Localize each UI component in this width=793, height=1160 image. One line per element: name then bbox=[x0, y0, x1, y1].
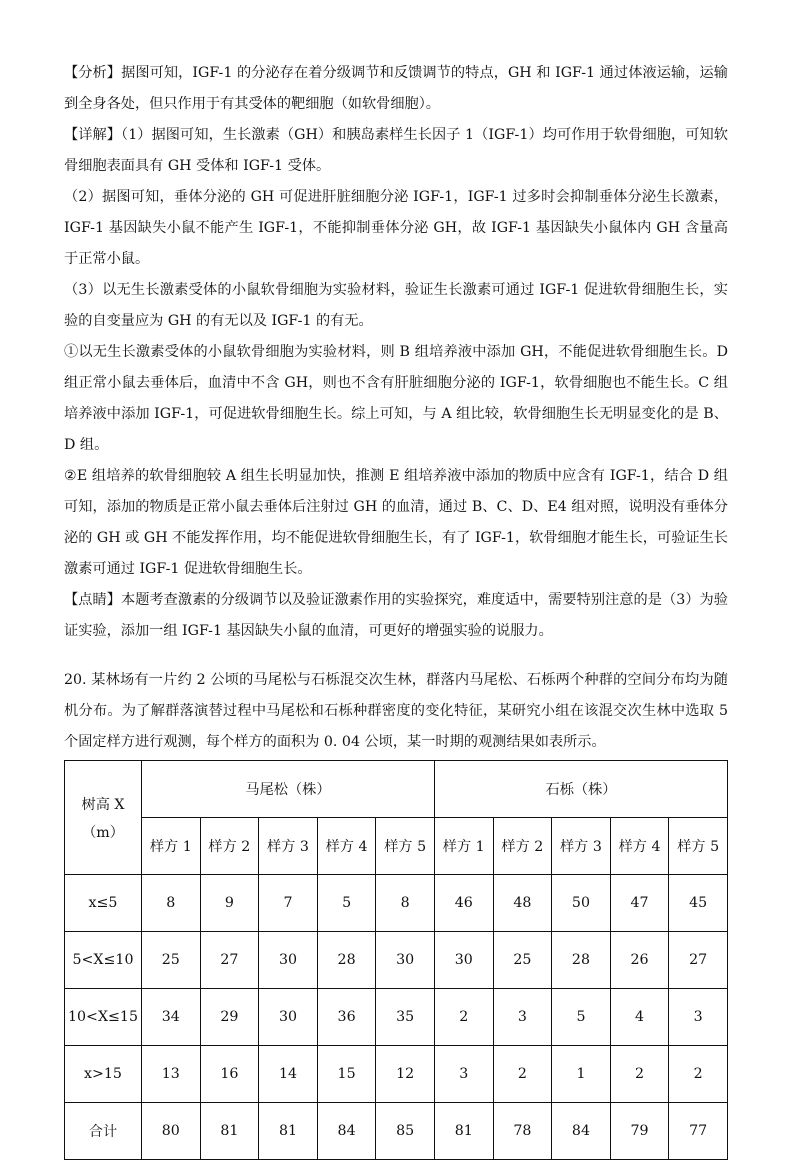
table-cell: 28 bbox=[552, 932, 611, 989]
comment-tag: 【点睛】 bbox=[64, 592, 121, 608]
table-cell: 4 bbox=[610, 989, 669, 1046]
comment-paragraph bbox=[64, 585, 728, 647]
table-row bbox=[65, 1046, 728, 1103]
table-subheader-cell: 样方 2 bbox=[200, 818, 259, 875]
table-cell: 84 bbox=[552, 1103, 611, 1160]
table-cell: 84 bbox=[317, 1103, 376, 1160]
table-cell: 5 bbox=[317, 875, 376, 932]
table-cell: 27 bbox=[669, 932, 728, 989]
table-cell: 1 bbox=[552, 1046, 611, 1103]
table-cell: 2 bbox=[669, 1046, 728, 1103]
table-row bbox=[65, 932, 728, 989]
table-cell: 29 bbox=[200, 989, 259, 1046]
details-paragraph-2: （2）据图可知，垂体分泌的 GH 可促进肝脏细胞分泌 IGF-1，IGF-1 过多时会抑制垂体分泌生长激素，IGF-1 基因缺失小鼠不能产生 IGF-1，不能抑制垂体分泌 GH，故 IGF-1 基因缺失小鼠体内 GH 含量高于正常小鼠。 bbox=[64, 189, 728, 267]
table-cell: 2 bbox=[434, 989, 493, 1046]
table-cell: 3 bbox=[669, 989, 728, 1046]
table-cell: 81 bbox=[259, 1103, 318, 1160]
table-cell: 25 bbox=[493, 932, 552, 989]
table-cell: 14 bbox=[259, 1046, 318, 1103]
group-header-masson-pine: 马尾松（株） bbox=[142, 761, 435, 818]
table-cell: 48 bbox=[493, 875, 552, 932]
group-header-lithocarpus: 石栎（株） bbox=[434, 761, 727, 818]
table-cell: 79 bbox=[610, 1103, 669, 1160]
table-cell: 77 bbox=[669, 1103, 728, 1160]
table-cell: 78 bbox=[493, 1103, 552, 1160]
table-cell: 45 bbox=[669, 875, 728, 932]
analysis-tag: 【分析】 bbox=[64, 65, 122, 81]
table-row bbox=[65, 989, 728, 1046]
analysis-text: 据图可知，IGF-1 的分泌存在着分级调节和反馈调节的特点，GH 和 IGF-1 通过体液运输，运输到全身各处，但只作用于有其受体的靶细胞（如软骨细胞）。 bbox=[64, 65, 728, 112]
section-gap bbox=[64, 647, 728, 665]
table-cell: 81 bbox=[200, 1103, 259, 1160]
comment-text: 本题考查激素的分级调节以及验证激素作用的实验探究，难度适中，需要特别注意的是（3）为验证实验，添加一组 IGF-1 基因缺失小鼠的血清，可更好的增强实验的说服力。 bbox=[64, 592, 728, 639]
table-subheader-cell: 样方 1 bbox=[434, 818, 493, 875]
observation-table bbox=[64, 760, 728, 1160]
details-paragraph-4: ①以无生长激素受体的小鼠软骨细胞为实验材料，则 B 组培养液中添加 GH，不能促进软骨细胞生长。D 组正常小鼠去垂体后，血清中不含 GH，则也不含有肝脏细胞分泌的 IGF-1，软骨细胞也不能生长。C 组培养液中添加 IGF-1，可促进软骨细胞生长。综上可知，与 A 组比较，软骨细胞生长无明显变化的是 B、D 组。 bbox=[64, 344, 728, 453]
table-cell: 26 bbox=[610, 932, 669, 989]
table-subheader-cell: 样方 5 bbox=[669, 818, 728, 875]
table-cell: 30 bbox=[259, 932, 318, 989]
table-subheader-cell: 样方 3 bbox=[552, 818, 611, 875]
table-cell: 36 bbox=[317, 989, 376, 1046]
details-paragraph-3: （3）以无生长激素受体的小鼠软骨细胞为实验材料，验证生长激素可通过 IGF-1 促进软骨细胞生长，实验的自变量应为 GH 的有无以及 IGF-1 的有无。 bbox=[64, 282, 728, 329]
table-cell: 12 bbox=[376, 1046, 435, 1103]
table-subheader-cell: 样方 4 bbox=[317, 818, 376, 875]
table-row bbox=[65, 1103, 728, 1160]
row-label-cell: 合计 bbox=[65, 1103, 142, 1160]
details-tag: 【详解】 bbox=[64, 127, 122, 143]
table-cell: 2 bbox=[493, 1046, 552, 1103]
table-cell: 46 bbox=[434, 875, 493, 932]
table-subheader-cell: 样方 5 bbox=[376, 818, 435, 875]
table-cell: 9 bbox=[200, 875, 259, 932]
details-paragraph-1 bbox=[64, 120, 728, 182]
table-cell: 28 bbox=[317, 932, 376, 989]
table-cell: 34 bbox=[142, 989, 201, 1046]
table-subheader-cell: 样方 3 bbox=[259, 818, 318, 875]
table-body bbox=[65, 875, 728, 1160]
table-cell: 13 bbox=[142, 1046, 201, 1103]
table-cell: 30 bbox=[434, 932, 493, 989]
table-subheader-cell: 样方 2 bbox=[493, 818, 552, 875]
analysis-paragraph bbox=[64, 58, 728, 120]
table-cell: 5 bbox=[552, 989, 611, 1046]
table-subheader-cell: 样方 1 bbox=[142, 818, 201, 875]
table-cell: 47 bbox=[610, 875, 669, 932]
table-cell: 25 bbox=[142, 932, 201, 989]
table-subheader-row bbox=[65, 818, 728, 875]
row-label-cell: 10<X≤15 bbox=[65, 989, 142, 1046]
table-cell: 7 bbox=[259, 875, 318, 932]
row-label-cell: 5<X≤10 bbox=[65, 932, 142, 989]
table-cell: 8 bbox=[376, 875, 435, 932]
document-page bbox=[64, 58, 728, 1160]
table-cell: 35 bbox=[376, 989, 435, 1046]
table-cell: 2 bbox=[610, 1046, 669, 1103]
table-cell: 80 bbox=[142, 1103, 201, 1160]
details-paragraph-5: ②E 组培养的软骨细胞较 A 组生长明显加快，推测 E 组培养液中添加的物质中应含有 IGF-1，结合 D 组可知，添加的物质是正常小鼠去垂体后注射过 GH 的血清，通过 B、C、D、E4 组对照，说明没有垂体分泌的 GH 或 GH 不能发挥作用，均不能促进软骨细胞生长，有了 IGF-1，软骨细胞才能生长，可验证生长激素可通过 IGF-1 促进软骨细胞生长。 bbox=[64, 468, 728, 577]
table-row bbox=[65, 875, 728, 932]
row-label-cell: x≤5 bbox=[65, 875, 142, 932]
table-cell: 85 bbox=[376, 1103, 435, 1160]
corner-line-1: 树高 X bbox=[81, 796, 125, 813]
table-subheader-cell: 样方 4 bbox=[610, 818, 669, 875]
table-cell: 15 bbox=[317, 1046, 376, 1103]
details-text-1: （1）据图可知，生长激素（GH）和胰岛素样生长因子 1（IGF-1）均可作用于软骨细胞，可知软骨细胞表面具有 GH 受体和 IGF-1 受体。 bbox=[64, 127, 728, 174]
table-cell: 30 bbox=[259, 989, 318, 1046]
table-cell: 3 bbox=[493, 989, 552, 1046]
table-corner-header bbox=[65, 761, 142, 875]
question-20-paragraph: 20. 某林场有一片约 2 公顷的马尾松与石栎混交次生林，群落内马尾松、石栎两个种群的空间分布均为随机分布。为了解群落演替过程中马尾松和石栎种群密度的变化特征，某研究小组在该混交次生林中选取 5 个固定样方进行观测，每个样方的面积为 0. 04 公顷，某一时期的观测结果如表所示。 bbox=[64, 672, 728, 750]
table-cell: 50 bbox=[552, 875, 611, 932]
table-cell: 27 bbox=[200, 932, 259, 989]
table-cell: 16 bbox=[200, 1046, 259, 1103]
table-cell: 81 bbox=[434, 1103, 493, 1160]
table-cell: 8 bbox=[142, 875, 201, 932]
table-group-header-row bbox=[65, 761, 728, 818]
corner-line-2: （m） bbox=[82, 824, 124, 841]
table-cell: 3 bbox=[434, 1046, 493, 1103]
row-label-cell: x>15 bbox=[65, 1046, 142, 1103]
table-cell: 30 bbox=[376, 932, 435, 989]
